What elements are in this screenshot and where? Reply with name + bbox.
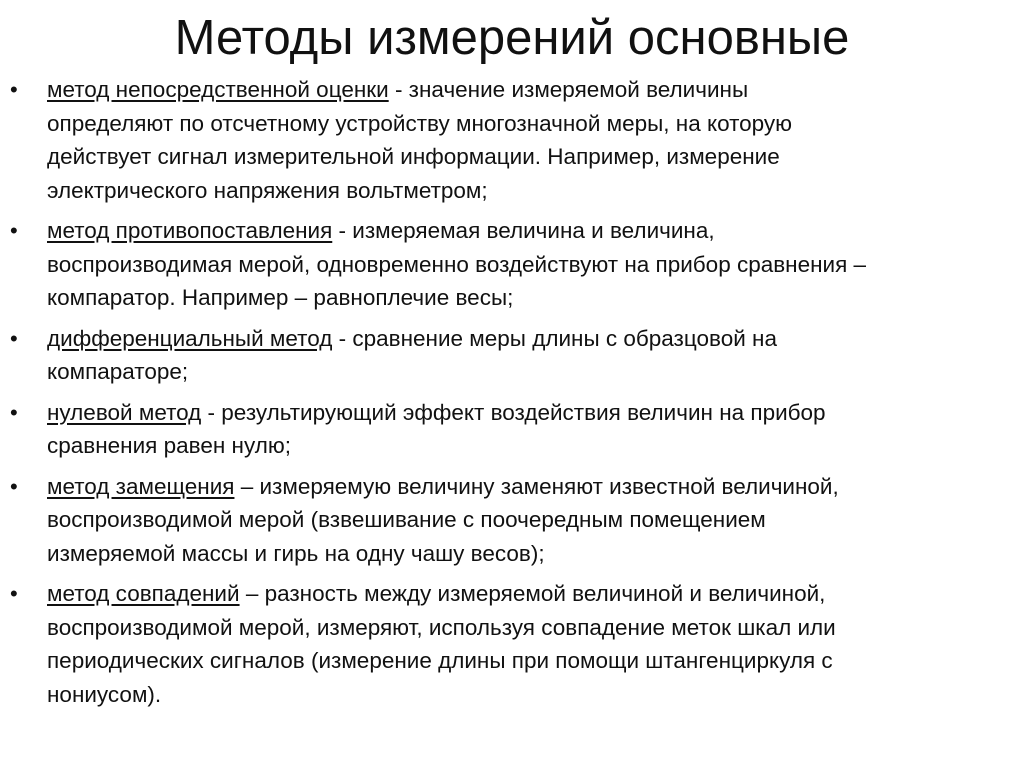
- method-description: сравнения равен нулю;: [47, 433, 291, 458]
- method-description: воспроизводимой мерой (взвешивание с поочередным помещением: [47, 507, 766, 532]
- list-item: [0, 322, 1024, 389]
- text-line: [47, 678, 1024, 712]
- text-line: [47, 107, 1024, 141]
- method-term: дифференциальный метод: [47, 325, 333, 351]
- method-term: метод противопоставления: [47, 218, 333, 243]
- method-description: периодических сигналов (измерение длины при помощи штангенциркуля с: [47, 648, 833, 673]
- method-description: определяют по отсчетному устройству многозначной меры, на которую: [47, 110, 793, 136]
- method-term: нулевой метод: [47, 399, 202, 425]
- method-description: воспроизводимой мерой, измеряют, используя совпадение меток шкал или: [47, 614, 836, 640]
- method-description: электрического напряжения вольтметром;: [47, 177, 488, 203]
- text-line: [47, 537, 1024, 571]
- method-description: – разность между измеряемой величиной и величиной,: [239, 581, 826, 606]
- text-line: [47, 73, 1024, 107]
- text-line: [47, 503, 1024, 537]
- text-line: [47, 281, 1024, 315]
- method-description: - значение измеряемой величины: [388, 77, 749, 102]
- text-line: [47, 355, 1024, 389]
- list-item: [0, 577, 1024, 711]
- list-item: [0, 470, 1024, 571]
- bullet-icon: •: [10, 77, 18, 102]
- text-line: [47, 429, 1024, 463]
- method-description: измеряемой массы и гирь на одну чашу весов);: [47, 540, 545, 566]
- text-line: [47, 470, 1024, 504]
- method-description: - результирующий эффект воздействия величин на прибор: [201, 399, 826, 425]
- bullet-icon: •: [10, 581, 18, 606]
- method-term: метод замещения: [47, 473, 235, 499]
- method-term: метод совпадений: [47, 581, 240, 606]
- text-line: [47, 174, 1024, 208]
- method-description: - сравнение меры длины с образцовой на: [332, 325, 777, 351]
- method-description: - измеряемая величина и величина,: [332, 218, 715, 243]
- text-line: [47, 214, 1024, 248]
- list-item: [0, 396, 1024, 463]
- methods-list: [0, 73, 1024, 718]
- text-line: [47, 140, 1024, 174]
- text-line: [47, 644, 1024, 678]
- slide-title: Методы измерений основные: [174, 11, 850, 65]
- bullet-icon: •: [10, 325, 18, 351]
- text-line: [47, 248, 1024, 282]
- method-description: нониусом).: [47, 681, 162, 707]
- method-description: компараторе;: [47, 359, 189, 384]
- method-description: воспроизводимая мерой, одновременно воздействуют на прибор сравнения –: [47, 251, 867, 277]
- bullet-icon: •: [10, 399, 18, 425]
- list-item: [0, 73, 1024, 207]
- bullet-icon: •: [10, 473, 18, 499]
- text-line: [47, 396, 1024, 430]
- method-description: – измеряемую величину заменяют известной величиной,: [234, 473, 839, 499]
- list-item: [0, 214, 1024, 315]
- bullet-icon: •: [10, 218, 18, 243]
- method-description: действует сигнал измерительной информации. Например, измерение: [47, 144, 780, 169]
- text-line: [47, 322, 1024, 356]
- text-line: [47, 577, 1024, 611]
- text-line: [47, 611, 1024, 645]
- method-term: метод непосредственной оценки: [47, 77, 389, 102]
- method-description: компаратор. Например – равноплечие весы;: [47, 285, 514, 310]
